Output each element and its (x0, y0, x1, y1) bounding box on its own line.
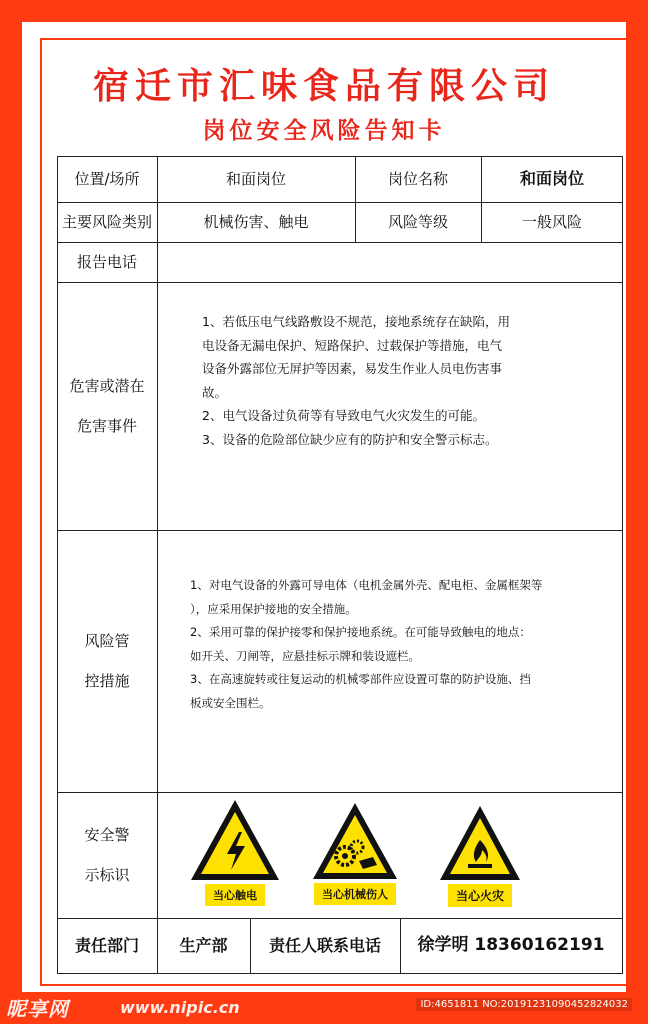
dept-value: 生产部 (179, 935, 228, 955)
phone-label: 报告电话 (76, 252, 137, 271)
location-value: 和面岗位 (225, 169, 286, 188)
control-line: 1、对电气设备的外露可导电体（电机金属外壳、配电柜、金属框架等 (190, 578, 543, 592)
sign-fire-text: 当心火灾 (448, 884, 512, 907)
company-name: 宿迁市汇味食品有限公司 (92, 66, 555, 107)
control-line: 如开关、刀闸等，应悬挂标示牌和装设遮栏。 (190, 648, 420, 663)
watermark-url: www.nipic.cn (120, 998, 240, 1017)
signs-label-line1: 安全警 (84, 826, 130, 844)
electric-shock-warning-icon (189, 798, 281, 882)
hazard-line: 2、电气设备过负荷等有导致电气火灾发生的可能。 (202, 408, 485, 423)
risk-level-value: 一般风险 (521, 212, 582, 231)
risk-table (57, 156, 623, 974)
hazard-list (202, 310, 612, 451)
phone-value (157, 242, 623, 282)
hazard-line: 设备外露部位无屏护等因素，易发生作业人员电伤害事 (202, 361, 503, 376)
location-label: 位置/场所 (74, 169, 140, 188)
sign-electric-text: 当心触电 (205, 884, 265, 906)
control-line: ），应采用保护接地的安全措施。 (190, 601, 357, 616)
control-label (57, 530, 157, 792)
risk-type-label: 主要风险类别 (61, 212, 152, 231)
sign-mechanical-text: 当心机械伤人 (314, 883, 396, 905)
dept-label: 责任部门 (74, 935, 139, 955)
signs-label-line2: 示标识 (84, 866, 130, 884)
watermark-id: ID:4651811 NO:20191231090452824032 (416, 998, 632, 1011)
sign-mechanical (300, 801, 410, 905)
risk-level-label: 风险等级 (387, 212, 448, 231)
fire-warning-icon (438, 804, 522, 882)
risk-type-value: 机械伤害、触电 (203, 212, 309, 231)
hazard-line: 故。 (202, 384, 228, 400)
hazard-line: 3、设备的危险部位缺少应有的防护和安全警示标志。 (202, 431, 498, 447)
control-line: 2、采用可靠的保护接零和保护接地系统。在可能导致触电的地点： (190, 625, 531, 639)
contact-label: 责任人联系电话 (268, 935, 381, 955)
hazard-label (57, 282, 157, 530)
control-line: 3、在高速旋转或往复运动的机械零部件应设置可靠的防护设施、挡 (190, 672, 531, 686)
control-line: 板或安全围栏。 (190, 695, 271, 710)
mechanical-injury-warning-icon (311, 801, 399, 881)
sign-electric (185, 798, 285, 906)
hazard-label-line2: 危害事件 (76, 417, 137, 435)
hazard-line: 电设备无漏电保护、短路保护、过载保护等措施，电气 (202, 337, 503, 353)
watermark-logo: 昵享网 (6, 997, 69, 1021)
post-name-label: 岗位名称 (387, 169, 448, 188)
table-border-bottom (57, 973, 623, 974)
control-label-line2: 控措施 (84, 672, 130, 690)
control-list (190, 574, 618, 715)
post-name-value: 和面岗位 (519, 169, 584, 188)
control-label-line1: 风险管 (84, 632, 130, 650)
signs-label (57, 792, 157, 918)
card-title: 岗位安全风险告知卡 (202, 118, 446, 144)
contact-value: 徐学明 18360162191 (417, 934, 605, 955)
hazard-line: 1、若低压电气线路敷设不规范，接地系统存在缺陷，用 (202, 314, 510, 329)
sign-fire (425, 804, 535, 907)
hazard-label-line1: 危害或潜在 (69, 377, 145, 395)
